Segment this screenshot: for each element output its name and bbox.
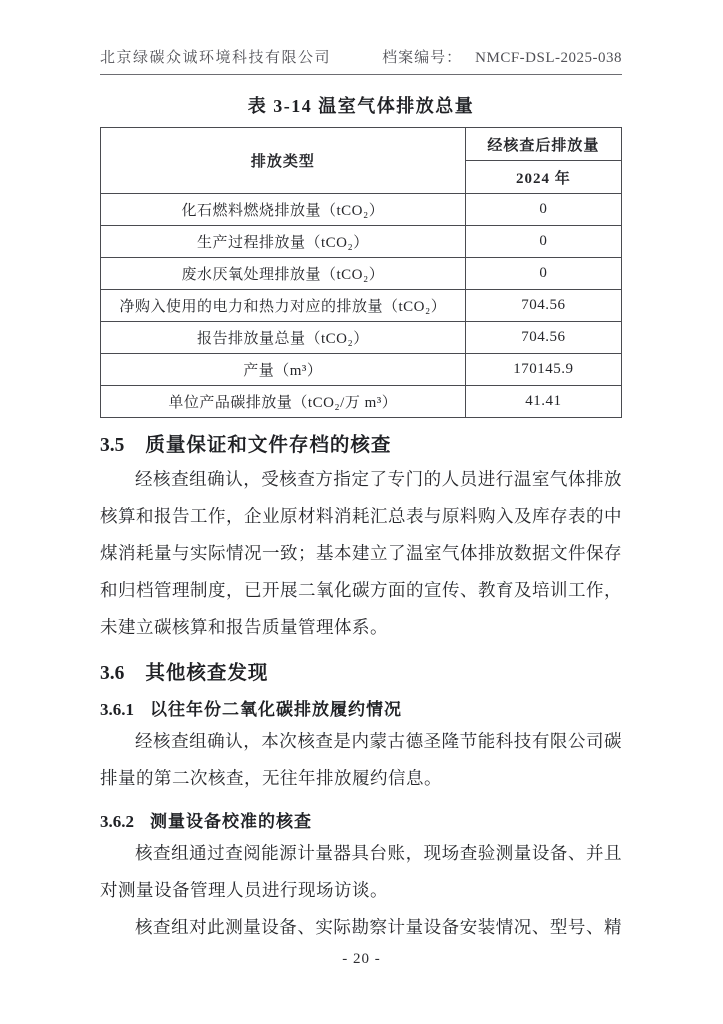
table-row [101,258,622,290]
table-title: 表 3-14 温室气体排放总量 [247,96,475,116]
document-sections [100,429,622,946]
file-number-label: 档案编号： [382,50,463,66]
section-number: 3.6.2 [100,812,134,831]
text-line: 未建立碳核算和报告质量管理体系。 [100,617,388,637]
page-header [100,46,622,75]
section-heading-3.6.2 [100,807,622,832]
paragraph [100,835,622,909]
header-company-name: 北京绿碳众诚环境科技有限公司 [100,50,332,66]
header-file-number [382,46,622,67]
text-line: 核算和报告工作，企业原材料消耗汇总表与原料购入及库存表的中 [100,506,622,526]
section-title: 质量保证和文件存档的核查 [145,435,392,456]
emission-value-cell: 0 [465,194,621,226]
section-number: 3.5 [100,435,125,456]
emission-value-cell: 170145.9 [465,354,621,386]
table-row [101,194,622,226]
section-number: 3.6 [100,663,125,684]
text-line: 经核查组确认，受核查方指定了专门的人员进行温室气体排放 [135,469,622,489]
table-header-row [101,128,622,161]
text-line: 煤消耗量与实际情况一致；基本建立了温室气体排放数据文件保存 [100,543,622,563]
file-number-value: NMCF-DSL-2025-038 [475,50,622,66]
section-title: 其他核查发现 [145,663,269,684]
emission-type-cell: 净购入使用的电力和热力对应的排放量（tCO₂） [101,290,466,322]
section-heading-3.5 [100,429,622,457]
text-line: 核查组通过查阅能源计量器具台账，现场查验测量设备、并且 [135,843,622,863]
text-line: 经核查组确认，本次核查是内蒙古德圣隆节能科技有限公司碳 [135,731,622,751]
emission-type-cell: 生产过程排放量（tCO₂） [101,226,466,258]
column-header-emission-type: 排放类型 [101,128,466,194]
emission-value-cell: 704.56 [465,290,621,322]
section-number: 3.6.1 [100,700,134,719]
paragraph [100,909,622,946]
table-row [101,290,622,322]
emission-type-cell: 化石燃料燃烧排放量（tCO₂） [101,194,466,226]
text-line: 核查组对此测量设备、实际勘察计量设备安装情况、型号、精 [135,917,622,937]
text-line: 对测量设备管理人员进行现场访谈。 [100,880,388,900]
section-title: 以往年份二氧化碳排放履约情况 [150,700,402,719]
section-heading-3.6 [100,657,622,685]
table-row [101,322,622,354]
paragraph [100,723,622,797]
emission-type-cell: 产量（m³） [101,354,466,386]
text-line: 和归档管理制度，已开展二氧化碳方面的宣传、教育及培训工作， [100,580,622,600]
emission-type-cell: 单位产品碳排放量（tCO₂/万 m³） [101,386,466,418]
emission-value-cell: 0 [465,226,621,258]
column-header-year: 2024 年 [465,161,621,194]
table-row [101,226,622,258]
emission-value-cell: 0 [465,258,621,290]
emission-type-cell: 报告排放量总量（tCO₂） [101,322,466,354]
emission-value-cell: 704.56 [465,322,621,354]
column-header-verified-emissions: 经核查后排放量 [465,128,621,161]
section-title: 测量设备校准的核查 [150,812,312,831]
table-row [101,386,622,418]
emission-value-cell: 41.41 [465,386,621,418]
table-row [101,354,622,386]
page-footer [0,951,723,968]
paragraph [100,461,622,646]
ghg-emissions-table [100,127,622,418]
text-line: 排量的第二次核查，无往年排放履约信息。 [100,768,442,788]
page-number: - 20 - [342,951,381,967]
section-heading-3.6.1 [100,695,622,720]
emission-type-cell: 废水厌氧处理排放量（tCO₂） [101,258,466,290]
